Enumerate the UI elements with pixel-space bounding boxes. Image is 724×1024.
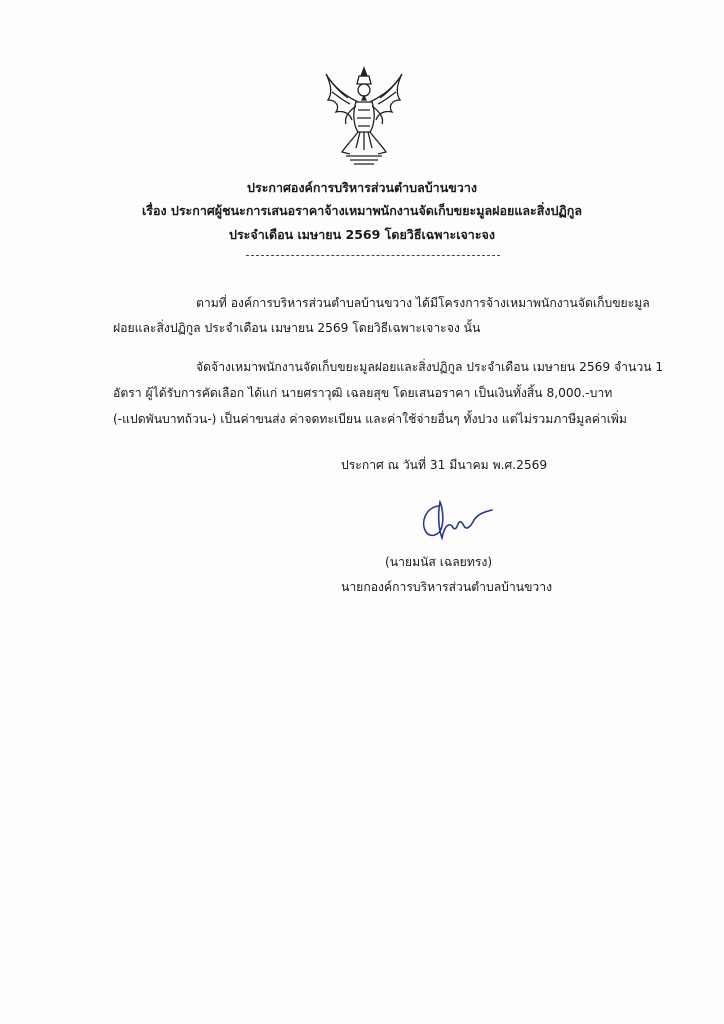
announcement-date: ประกาศ ณ วันที่ 31 มีนาคม พ.ศ.2569	[341, 458, 548, 472]
signer-name: (นายมนัส เฉลยทรง)	[385, 555, 493, 569]
announcement-period: ประจำเดือน เมษายน 2569 โดยวิธีเฉพาะเจาะจง	[229, 227, 495, 242]
announcement-title: ประกาศองค์การบริหารส่วนตำบลบ้านขวาง	[247, 180, 477, 195]
paragraph-2-line-2: อัตรา ผู้ได้รับการคัดเลือก ได้แก่ นายศราวุฒิ เฉลยสุข โดยเสนอราคา เป็นเงินทั้งสิ้น 8,000.-บาท	[113, 386, 613, 400]
announcement-subject: เรื่อง ประกาศผู้ชนะการเสนอราคาจ้างเหมาพนักงานจัดเก็บขยะมูลฝอยและสิ่งปฏิกูล	[141, 203, 583, 218]
paragraph-1-line-1: ตามที่ องค์การบริหารส่วนตำบลบ้านขวาง ได้มีโครงการจ้างเหมาพนักงานจัดเก็บขยะมูล	[196, 296, 650, 310]
signer-position: นายกองค์การบริหารส่วนตำบลบ้านขวาง	[341, 580, 553, 594]
signature-image	[416, 498, 494, 544]
paragraph-1-line-2: ฝอยและสิ่งปฏิกูล ประจำเดือน เมษายน 2569 โดยวิธีเฉพาะเจาะจง นั้น	[113, 321, 481, 335]
garuda-emblem-icon	[322, 66, 406, 170]
paragraph-2-line-3: (-แปดพันบาทถ้วน-) เป็นค่าขนส่ง ค่าจดทะเบียน และค่าใช้จ่ายอื่นๆ ทั้งปวง แต่ไม่รวมภาษีมูลค่าเพิ่ม	[113, 412, 627, 426]
dashed-divider	[246, 255, 500, 256]
paragraph-2-line-1: จัดจ้างเหมาพนักงานจัดเก็บขยะมูลฝอยและสิ่งปฏิกูล ประจำเดือน เมษายน 2569 จำนวน 1	[196, 360, 664, 374]
